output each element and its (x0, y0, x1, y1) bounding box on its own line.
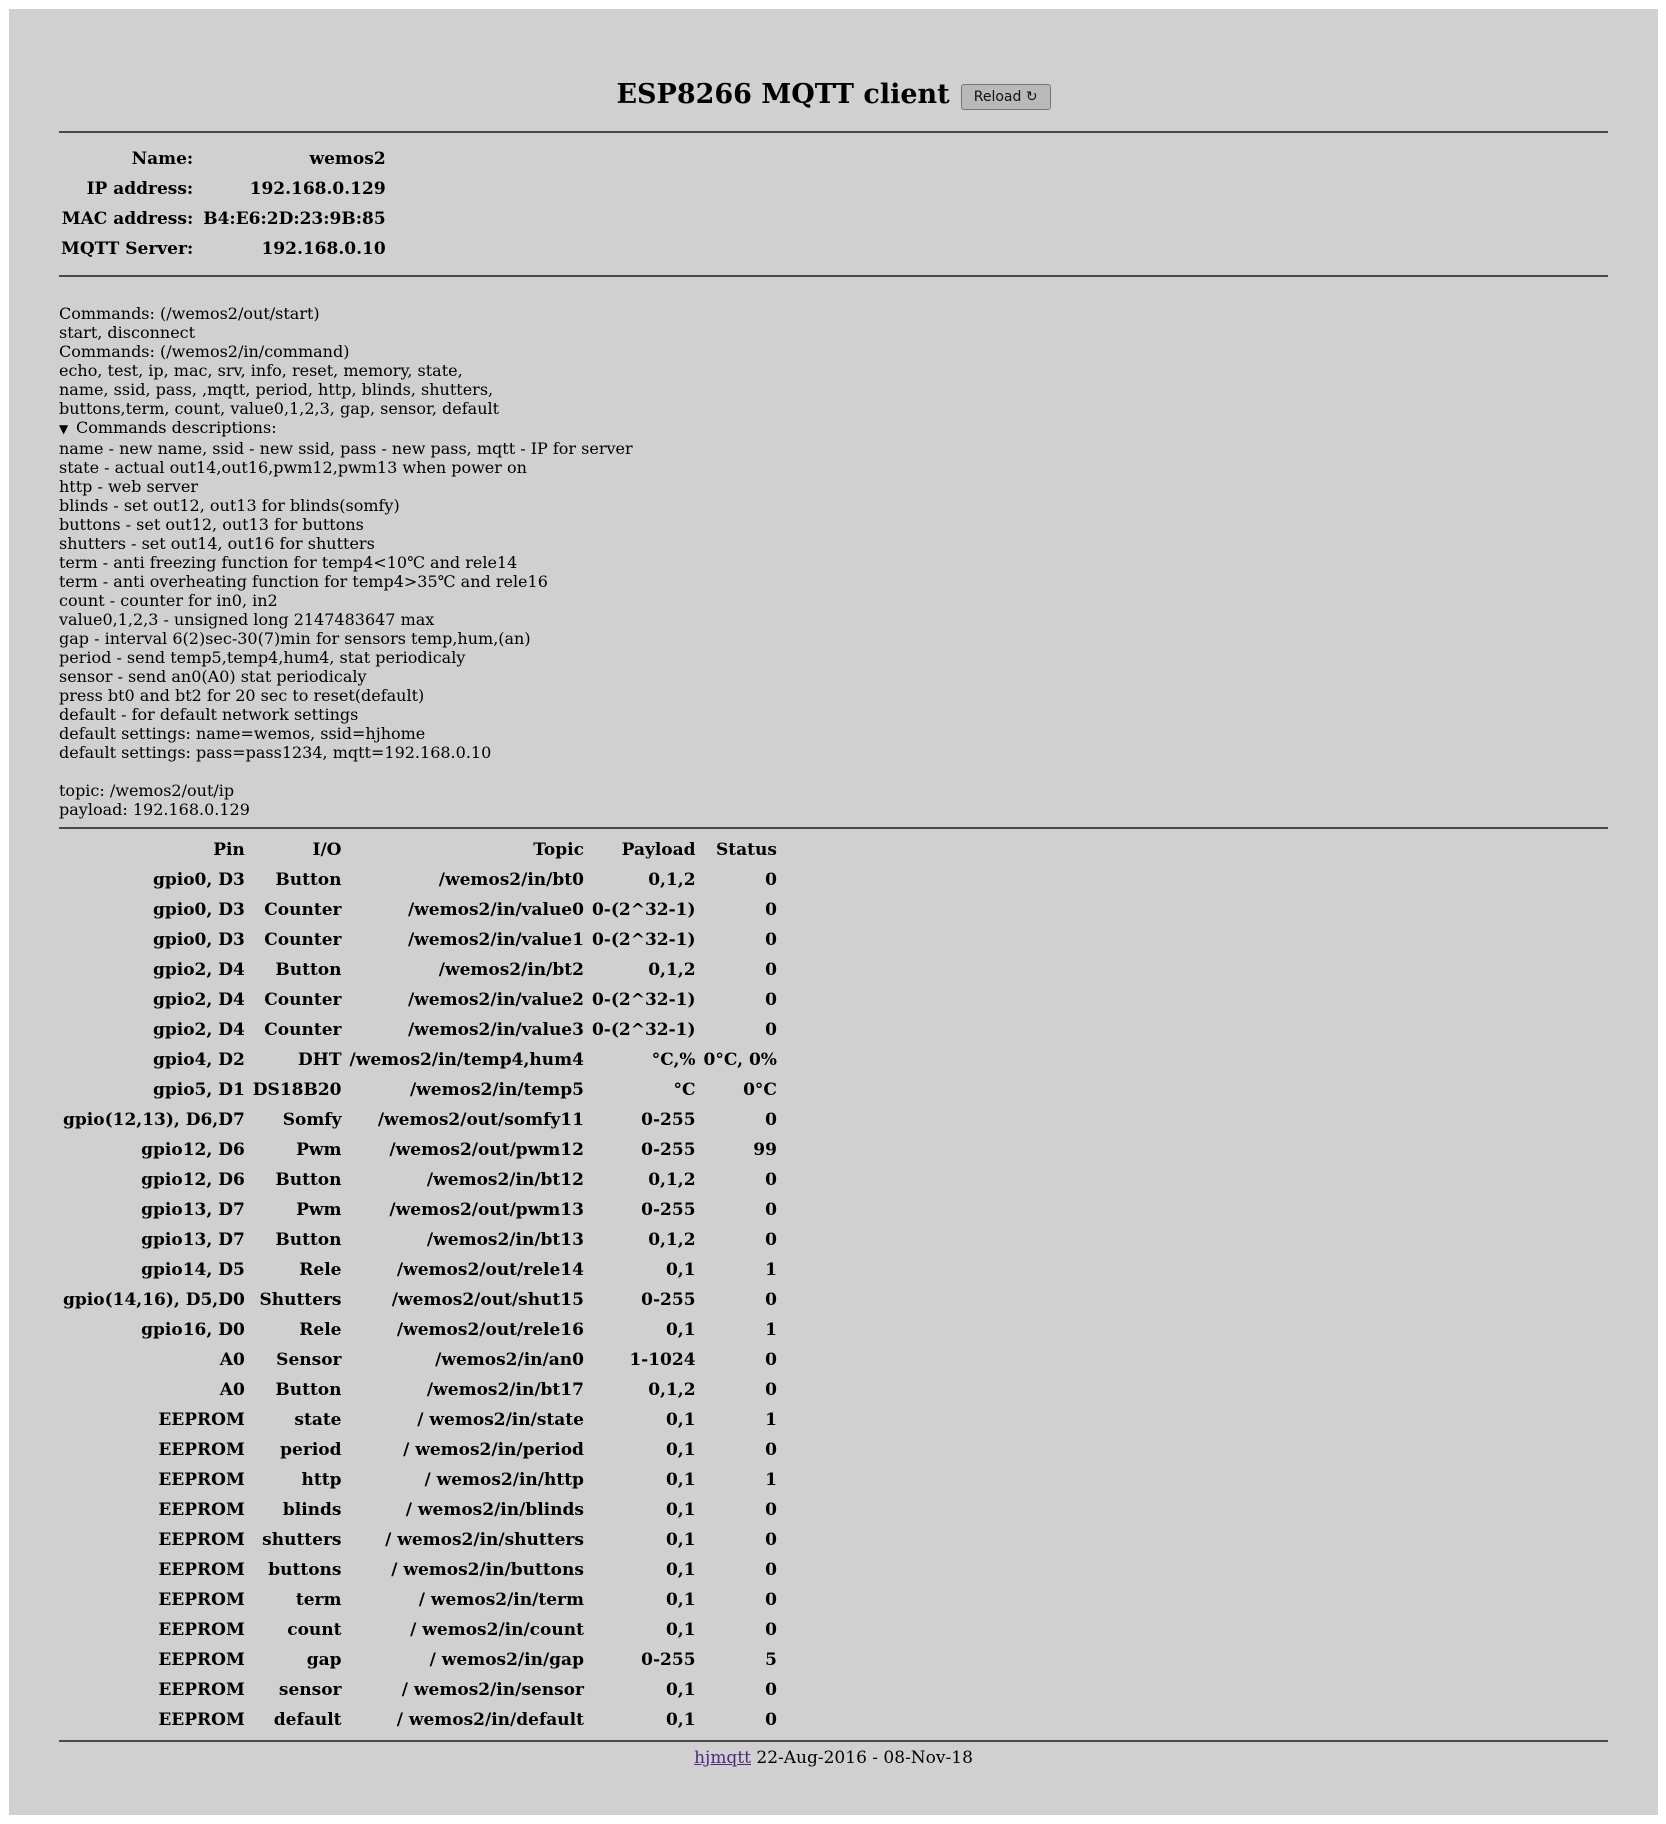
table-cell: gpio12, D6 (141, 1170, 245, 1190)
table-cell: gpio0, D3 (152, 930, 245, 950)
info-label: Name: (131, 149, 194, 169)
description-line: count - counter for in0, in2 (59, 591, 278, 610)
table-cell: / wemos2/in/term (418, 1590, 584, 1610)
table-cell: /wemos2/in/bt12 (426, 1170, 584, 1190)
table-cell: /wemos2/in/value1 (407, 930, 584, 950)
table-cell: gpio13, D7 (141, 1230, 245, 1250)
divider (59, 1740, 1608, 1742)
table-row (59, 1315, 781, 1345)
table-row (59, 895, 781, 925)
description-line: sensor - send an0(A0) stat periodicaly (59, 667, 367, 686)
table-cell: °C,% (651, 1050, 696, 1070)
description-line: http - web server (59, 477, 198, 496)
table-cell: shutters (262, 1530, 342, 1550)
commands-descriptions (59, 418, 1608, 762)
table-cell: / wemos2/in/period (403, 1440, 584, 1460)
table-cell: 0 (765, 1110, 777, 1130)
table-cell: 0,1 (665, 1440, 696, 1460)
table-row (59, 985, 781, 1015)
table-cell: /wemos2/in/temp5 (409, 1080, 584, 1100)
table-cell: 0-(2^32-1) (591, 990, 696, 1010)
table-cell: 1 (765, 1410, 777, 1430)
triangle-down-icon: ▼ (59, 422, 69, 436)
table-row (59, 1555, 781, 1585)
table-cell: 0,1,2 (648, 960, 696, 980)
table-cell: Button (275, 1380, 342, 1400)
table-cell: Counter (264, 930, 342, 950)
table-cell: 0,1,2 (648, 870, 696, 890)
table-cell: 0 (765, 1680, 777, 1700)
table-row (59, 1345, 781, 1375)
table-cell: /wemos2/in/value2 (407, 990, 584, 1010)
column-header: Payload (621, 840, 696, 860)
table-cell: EEPROM (158, 1650, 245, 1670)
table-cell: / wemos2/in/sensor (401, 1680, 584, 1700)
info-row (59, 234, 388, 264)
table-cell: /wemos2/in/value0 (407, 900, 584, 920)
table-cell: DHT (298, 1050, 342, 1070)
table-cell: 1 (765, 1470, 777, 1490)
table-cell: Button (275, 870, 342, 890)
table-row (59, 1015, 781, 1045)
table-cell: gpio2, D4 (152, 960, 245, 980)
table-cell: EEPROM (158, 1620, 245, 1640)
table-row (59, 925, 781, 955)
table-cell: gpio4, D2 (152, 1050, 245, 1070)
topic-line: topic: /wemos2/out/ip (59, 781, 235, 800)
table-cell: 0,1,2 (648, 1380, 696, 1400)
table-cell: gpio12, D6 (141, 1140, 245, 1160)
table-cell: /wemos2/in/bt13 (426, 1230, 584, 1250)
table-cell: 0 (765, 1710, 777, 1730)
info-value: 192.168.0.10 (261, 239, 386, 259)
description-line: term - anti freezing function for temp4<10℃ and rele14 (59, 553, 518, 572)
description-line: buttons - set out12, out13 for buttons (59, 515, 364, 534)
table-cell: 0-255 (641, 1140, 696, 1160)
page (9, 9, 1658, 1815)
table-cell: 0,1 (665, 1410, 696, 1430)
table-cell: A0 (219, 1350, 245, 1370)
description-line: default - for default network settings (59, 705, 359, 724)
table-cell: 0 (765, 870, 777, 890)
table-cell: 0 (765, 1440, 777, 1460)
table-cell: /wemos2/out/rele14 (396, 1260, 584, 1280)
divider (59, 827, 1608, 829)
table-cell: Counter (264, 990, 342, 1010)
table-cell: 0 (765, 930, 777, 950)
table-cell: EEPROM (158, 1440, 245, 1460)
table-cell: 0 (765, 1500, 777, 1520)
table-cell: 0-255 (641, 1200, 696, 1220)
table-cell: period (280, 1440, 342, 1460)
column-header: Status (716, 840, 777, 860)
table-cell: 5 (765, 1650, 777, 1670)
table-cell: 0,1 (665, 1590, 696, 1610)
table-row (59, 955, 781, 985)
table-cell: 0,1,2 (648, 1170, 696, 1190)
table-row (59, 1615, 781, 1645)
reload-button[interactable]: Reload ↻ (961, 84, 1051, 110)
column-header: Pin (213, 840, 245, 860)
hjmqtt-link[interactable]: hjmqtt (694, 1748, 751, 1768)
table-cell: 0,1 (665, 1320, 696, 1340)
table-cell: / wemos2/in/gap (429, 1650, 584, 1670)
table-cell: /wemos2/in/temp4,hum4 (349, 1050, 584, 1070)
info-value: 192.168.0.129 (249, 179, 386, 199)
table-cell: gpio2, D4 (152, 990, 245, 1010)
table-row (59, 1675, 781, 1705)
table-cell: gpio0, D3 (152, 870, 245, 890)
table-cell: /wemos2/in/value3 (407, 1020, 584, 1040)
table-row (59, 1165, 781, 1195)
description-line: state - actual out14,out16,pwm12,pwm13 when power on (59, 458, 527, 477)
table-cell: / wemos2/in/state (417, 1410, 584, 1430)
table-cell: count (287, 1620, 342, 1640)
table-cell: Sensor (276, 1350, 342, 1370)
description-line: blinds - set out12, out13 for blinds(somfy) (59, 496, 400, 515)
description-line: value0,1,2,3 - unsigned long 2147483647 max (59, 610, 435, 629)
table-cell: 0 (765, 1620, 777, 1640)
info-row (59, 174, 388, 204)
table-cell: 0 (765, 1380, 777, 1400)
table-cell: 0 (765, 1590, 777, 1610)
table-row (59, 1195, 781, 1225)
table-cell: 0-(2^32-1) (591, 900, 696, 920)
table-cell: Pwm (296, 1140, 342, 1160)
table-row (59, 1045, 781, 1075)
table-cell: EEPROM (158, 1590, 245, 1610)
description-line: name - new name, ssid - new ssid, pass - new pass, mqtt - IP for server (59, 439, 633, 458)
table-cell: Pwm (296, 1200, 342, 1220)
table-row (59, 865, 781, 895)
description-line: press bt0 and bt2 for 20 sec to reset(default) (59, 686, 425, 705)
description-line: term - anti overheating function for temp4>35℃ and rele16 (59, 572, 548, 591)
table-cell: 0,1 (665, 1500, 696, 1520)
info-value: B4:E6:2D:23:9B:85 (203, 209, 386, 229)
table-row (59, 1255, 781, 1285)
table-cell: EEPROM (158, 1710, 245, 1730)
table-cell: DS18B20 (252, 1080, 342, 1100)
table-cell: gpio(14,16), D5,D0 (63, 1290, 245, 1310)
device-info-table (59, 144, 388, 264)
table-row (59, 1465, 781, 1495)
table-row (59, 1495, 781, 1525)
table-cell: Rele (299, 1260, 342, 1280)
column-header: Topic (533, 840, 584, 860)
table-row (59, 1705, 781, 1735)
table-cell: / wemos2/in/count (410, 1620, 584, 1640)
table-cell: 0 (765, 1350, 777, 1370)
table-row (59, 1225, 781, 1255)
table-cell: 0,1 (665, 1260, 696, 1280)
table-cell: 0 (765, 1560, 777, 1580)
commands-section (59, 304, 1608, 819)
table-cell: 0-255 (641, 1650, 696, 1670)
table-row (59, 1105, 781, 1135)
table-cell: / wemos2/in/shutters (385, 1530, 584, 1550)
table-cell: 0,1,2 (648, 1230, 696, 1250)
table-cell: EEPROM (158, 1680, 245, 1700)
info-row (59, 144, 388, 174)
command-line: Commands: (/wemos2/out/start) (59, 304, 320, 323)
table-cell: /wemos2/out/pwm12 (389, 1140, 584, 1160)
table-cell: 0-(2^32-1) (591, 930, 696, 950)
table-cell: 0°C, 0% (703, 1050, 777, 1070)
table-cell: 0 (765, 990, 777, 1010)
table-cell: 1-1024 (629, 1350, 696, 1370)
table-row (59, 1135, 781, 1165)
table-cell: /wemos2/out/shut15 (391, 1290, 584, 1310)
table-cell: / wemos2/in/blinds (405, 1500, 584, 1520)
table-cell: Counter (264, 900, 342, 920)
table-cell: Rele (299, 1320, 342, 1340)
info-label: IP address: (86, 179, 194, 199)
table-cell: gpio(12,13), D6,D7 (63, 1110, 245, 1130)
table-cell: 1 (765, 1260, 777, 1280)
table-cell: °C (673, 1080, 696, 1100)
table-cell: buttons (268, 1560, 342, 1580)
command-line: echo, test, ip, mac, srv, info, reset, memory, state, (59, 361, 463, 380)
table-cell: state (294, 1410, 342, 1430)
table-cell: 0,1 (665, 1680, 696, 1700)
table-cell: /wemos2/in/bt2 (438, 960, 584, 980)
table-cell: /wemos2/out/somfy11 (377, 1110, 584, 1130)
table-cell: 0,1 (665, 1620, 696, 1640)
table-cell: 0 (765, 1530, 777, 1550)
table-cell: 99 (753, 1140, 777, 1160)
table-row (59, 1645, 781, 1675)
table-cell: /wemos2/in/bt0 (438, 870, 584, 890)
command-line: name, ssid, pass, ,mqtt, period, http, blinds, shutters, (59, 380, 494, 399)
table-row (59, 1525, 781, 1555)
table-cell: 0°C (743, 1080, 777, 1100)
column-header: I/O (312, 840, 342, 860)
page-title: ESP8266 MQTT client (616, 79, 950, 110)
commands-descriptions-toggle[interactable] (59, 418, 1608, 439)
table-cell: default (273, 1710, 342, 1730)
info-label: MAC address: (61, 209, 194, 229)
table-row (59, 1075, 781, 1105)
divider (59, 275, 1608, 277)
table-cell: 0-255 (641, 1110, 696, 1130)
descriptions-summary-label: Commands descriptions: (76, 418, 277, 437)
table-row (59, 1585, 781, 1615)
table-cell: Button (275, 1230, 342, 1250)
table-row (59, 1405, 781, 1435)
table-cell: Somfy (282, 1110, 342, 1130)
table-cell: 0 (765, 900, 777, 920)
table-cell: / wemos2/in/buttons (391, 1560, 584, 1580)
table-cell: gpio13, D7 (141, 1200, 245, 1220)
table-cell: gpio5, D1 (152, 1080, 245, 1100)
description-line: gap - interval 6(2)sec-30(7)min for sensors temp,hum,(an) (59, 629, 531, 648)
table-cell: EEPROM (158, 1530, 245, 1550)
payload-line: payload: 192.168.0.129 (59, 800, 250, 819)
table-cell: Counter (264, 1020, 342, 1040)
info-label: MQTT Server: (61, 239, 194, 259)
table-cell: gpio16, D0 (141, 1320, 245, 1340)
table-cell: 0 (765, 1170, 777, 1190)
table-cell: /wemos2/out/pwm13 (389, 1200, 584, 1220)
table-cell: / wemos2/in/http (424, 1470, 584, 1490)
table-cell: gpio2, D4 (152, 1020, 245, 1040)
table-cell: blinds (282, 1500, 342, 1520)
table-cell: 0-(2^32-1) (591, 1020, 696, 1040)
table-cell: http (301, 1470, 342, 1490)
table-row (59, 1375, 781, 1405)
table-cell: 0,1 (665, 1560, 696, 1580)
command-line: buttons,term, count, value0,1,2,3, gap, sensor, default (59, 399, 500, 418)
table-cell: sensor (278, 1680, 342, 1700)
table-cell: 0 (765, 1230, 777, 1250)
table-cell: 0 (765, 1200, 777, 1220)
info-row (59, 204, 388, 234)
table-cell: /wemos2/in/bt17 (426, 1380, 584, 1400)
table-row (59, 1285, 781, 1315)
table-cell: /wemos2/out/rele16 (396, 1320, 584, 1340)
info-value: wemos2 (309, 149, 386, 169)
table-cell: gpio0, D3 (152, 900, 245, 920)
description-line: shutters - set out14, out16 for shutters (59, 534, 375, 553)
table-cell: 0,1 (665, 1470, 696, 1490)
table-cell: Shutters (259, 1290, 342, 1310)
footer-date: 22-Aug-2016 - 08-Nov-18 (750, 1748, 973, 1768)
divider (59, 131, 1608, 133)
table-cell: 0-255 (641, 1290, 696, 1310)
table-cell: EEPROM (158, 1470, 245, 1490)
table-cell: A0 (219, 1380, 245, 1400)
description-line: default settings: name=wemos, ssid=hjhome (59, 724, 426, 743)
footer (59, 1748, 1608, 1768)
table-cell: term (295, 1590, 342, 1610)
command-line: Commands: (/wemos2/in/command) (59, 342, 350, 361)
table-cell: gpio14, D5 (141, 1260, 245, 1280)
table-cell: 0 (765, 960, 777, 980)
table-cell: 0 (765, 1290, 777, 1310)
table-cell: EEPROM (158, 1500, 245, 1520)
header (59, 9, 1608, 131)
table-cell: 1 (765, 1320, 777, 1340)
description-line: default settings: pass=pass1234, mqtt=192.168.0.10 (59, 743, 492, 762)
description-line: period - send temp5,temp4,hum4, stat periodicaly (59, 648, 466, 667)
table-cell: / wemos2/in/default (396, 1710, 584, 1730)
table-cell: EEPROM (158, 1410, 245, 1430)
table-cell: EEPROM (158, 1560, 245, 1580)
table-cell: /wemos2/in/an0 (435, 1350, 584, 1370)
table-cell: gap (306, 1650, 342, 1670)
table-cell: Button (275, 1170, 342, 1190)
command-line: start, disconnect (59, 323, 196, 342)
table-cell: 0,1 (665, 1710, 696, 1730)
io-table (59, 835, 781, 1735)
table-cell: Button (275, 960, 342, 980)
table-cell: 0 (765, 1020, 777, 1040)
table-row (59, 1435, 781, 1465)
table-cell: 0,1 (665, 1530, 696, 1550)
